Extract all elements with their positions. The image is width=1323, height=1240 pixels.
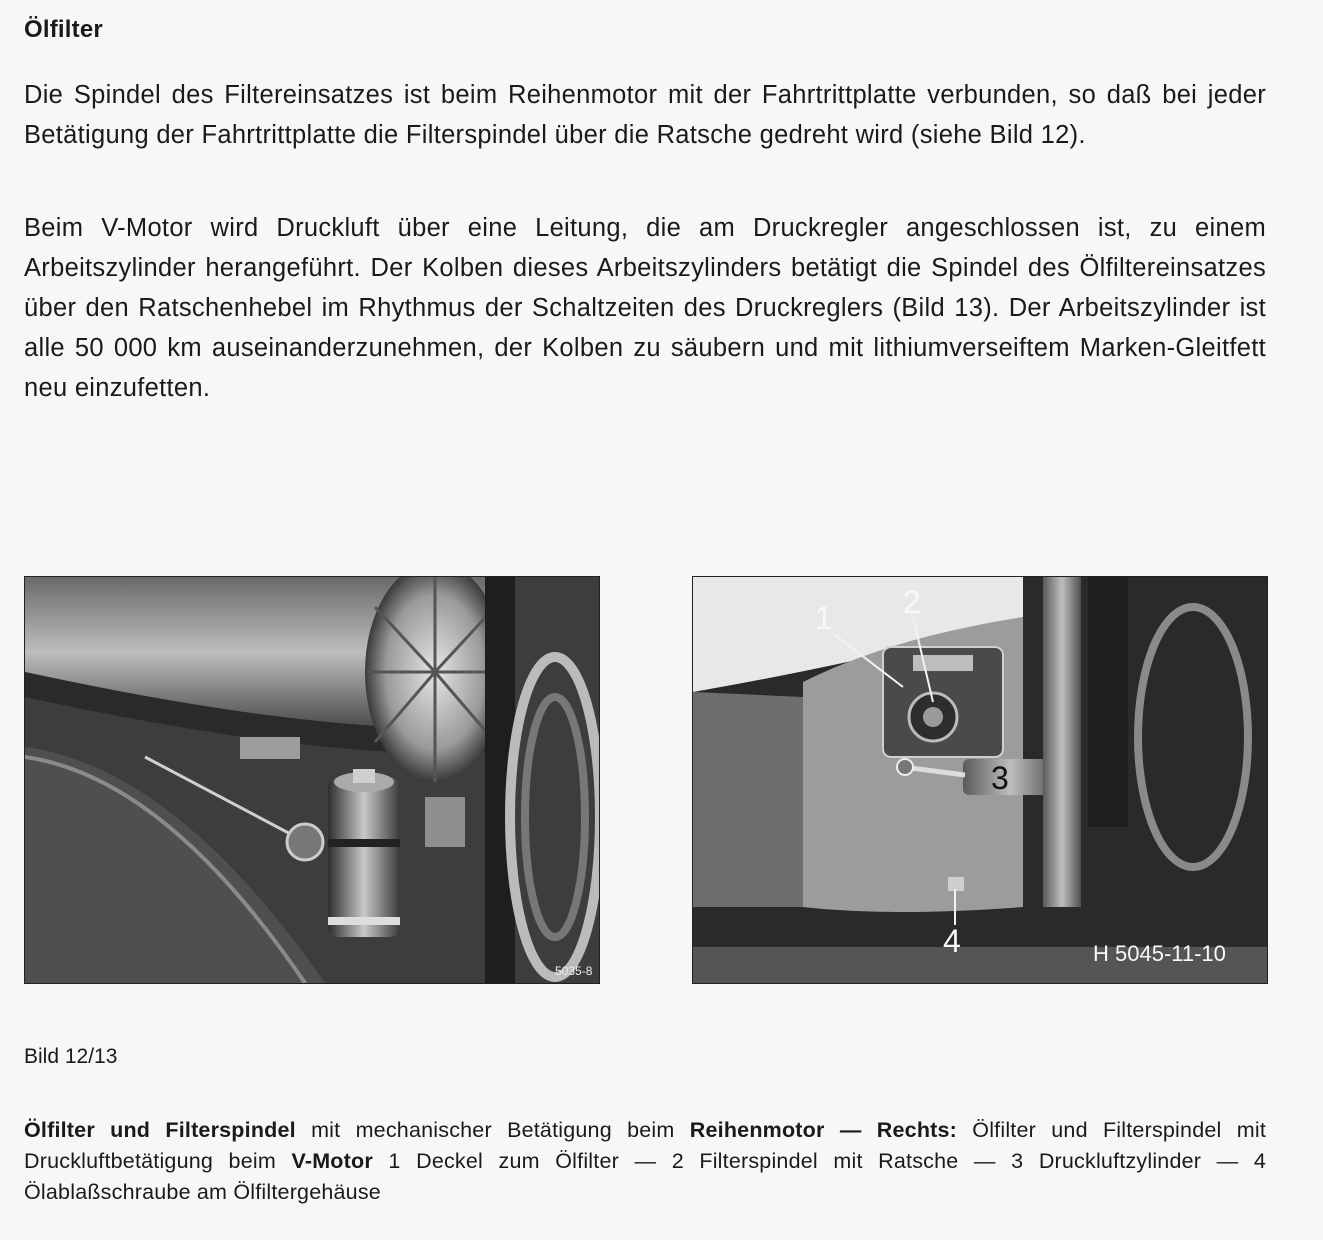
caption-text-2: Ölfilter und Filterspindel mit Druckluftbetätigung beim (24, 1118, 1266, 1173)
section-heading: Ölfilter (24, 16, 103, 43)
paragraph-inline-engine: Die Spindel des Filtereinsatzes ist beim Reihenmotor mit der Fahrtrittplatte verbunden, so daß bei jeder Betätigung der Fahrtrittplatte die Filterspindel über die Ratsche gedreht wird (siehe Bild 12). (24, 81, 1266, 149)
callout-1: 1 (815, 600, 833, 636)
photo-inline-engine-oil-filter (24, 576, 600, 984)
caption-bold-title: Ölfilter und Filterspindel (24, 1118, 296, 1142)
callout-3: 3 (991, 760, 1009, 796)
caption-text-3: 1 Deckel zum Ölfilter — 2 Filterspindel mit Ratsche — 3 Druckluftzylinder — 4 Ölablaßschraube am Ölfiltergehäuse (24, 1149, 1267, 1204)
caption-text-1: mit mechanischer Betätigung beim (295, 1118, 690, 1142)
paragraph-v-engine: Beim V-Motor wird Druckluft über eine Leitung, die am Druckregler angeschlossen ist, zu einem Arbeitszylinder herangeführt. Der Kolben dieses Arbeitszylinders betätigt die Spindel des Ölfiltereinsatzes über den Ratschenhebel im Rhythmus der Schaltzeiten des Druckreglers (Bild 13). Der Arbeitszylinder ist alle 50 000 km auseinanderzunehmen, der Kolben zu säubern und mit lithiumverseiftem Marken-Gleitfett neu einzufetten. (24, 214, 1266, 402)
caption-bold-inline-engine: Reihenmotor — Rechts: (689, 1118, 958, 1142)
photo-v-engine-oil-filter (692, 576, 1268, 984)
callout-4: 4 (943, 923, 961, 959)
caption-bold-v-engine: V-Motor (291, 1149, 373, 1173)
photo-code-right: H 5045-11-10 (1093, 941, 1226, 966)
photo-code-left: 5035-8 (555, 964, 593, 978)
callout-2: 2 (903, 584, 921, 620)
figure-caption (24, 1115, 1266, 1208)
figure-reference: Bild 12/13 (24, 1045, 118, 1068)
